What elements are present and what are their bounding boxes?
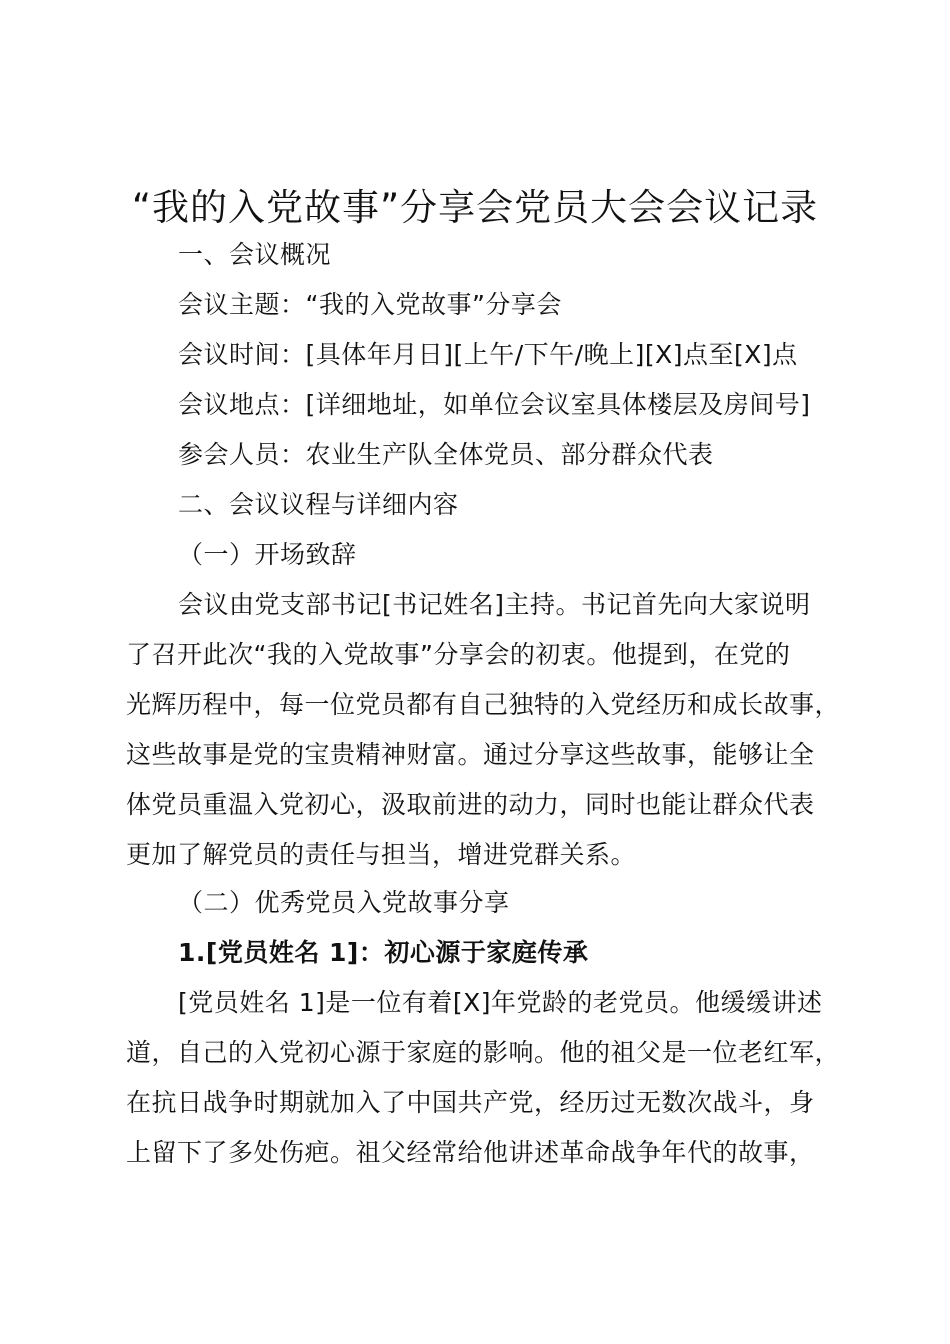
paragraph-line: 上留下了多处伤疤。祖父经常给他讲述革命战争年代的故事，: [126, 1138, 815, 1167]
paragraph-line: 会议由党支部书记[书记姓名]主持。书记首先向大家说明: [178, 590, 811, 619]
meeting-time: 会议时间：[具体年月日][上午/下午/晚上][X]点至[X]点: [178, 340, 798, 369]
paragraph-line: 在抗日战争时期就加入了中国共产党，经历过无数次战斗，身: [126, 1088, 815, 1117]
document-title: “我的入党故事”分享会党员大会会议记录: [131, 186, 819, 229]
paragraph-line: [党员姓名 1]是一位有着[X]年党龄的老党员。他缓缓讲述: [178, 988, 823, 1017]
paragraph-line: 道，自己的入党初心源于家庭的影响。他的祖父是一位老红军，: [126, 1038, 841, 1067]
paragraph-line: 这些故事是党的宝贵精神财富。通过分享这些故事，能够让全: [126, 740, 815, 769]
subsection-heading-stories: （二）优秀党员入党故事分享: [178, 888, 510, 917]
meeting-attendees: 参会人员：农业生产队全体党员、部分群众代表: [178, 440, 714, 469]
section-heading-overview: 一、会议概况: [178, 240, 332, 269]
subsection-heading-opening: （一）开场致辞: [178, 540, 357, 569]
meeting-place: 会议地点：[详细地址，如单位会议室具体楼层及房间号]: [178, 390, 811, 419]
story-heading: 1.[党员姓名 1]：初心源于家庭传承: [178, 938, 589, 967]
meeting-theme: 会议主题：“我的入党故事”分享会: [178, 290, 562, 319]
paragraph-line: 光辉历程中，每一位党员都有自己独特的入党经历和成长故事，: [126, 690, 841, 719]
section-heading-agenda: 二、会议议程与详细内容: [178, 490, 459, 519]
paragraph-line: 了召开此次“我的入党故事”分享会的初衷。他提到，在党的: [126, 640, 791, 669]
paragraph-line: 体党员重温入党初心，汲取前进的动力，同时也能让群众代表: [126, 790, 815, 819]
paragraph-line: 更加了解党员的责任与担当，增进党群关系。: [126, 840, 637, 869]
